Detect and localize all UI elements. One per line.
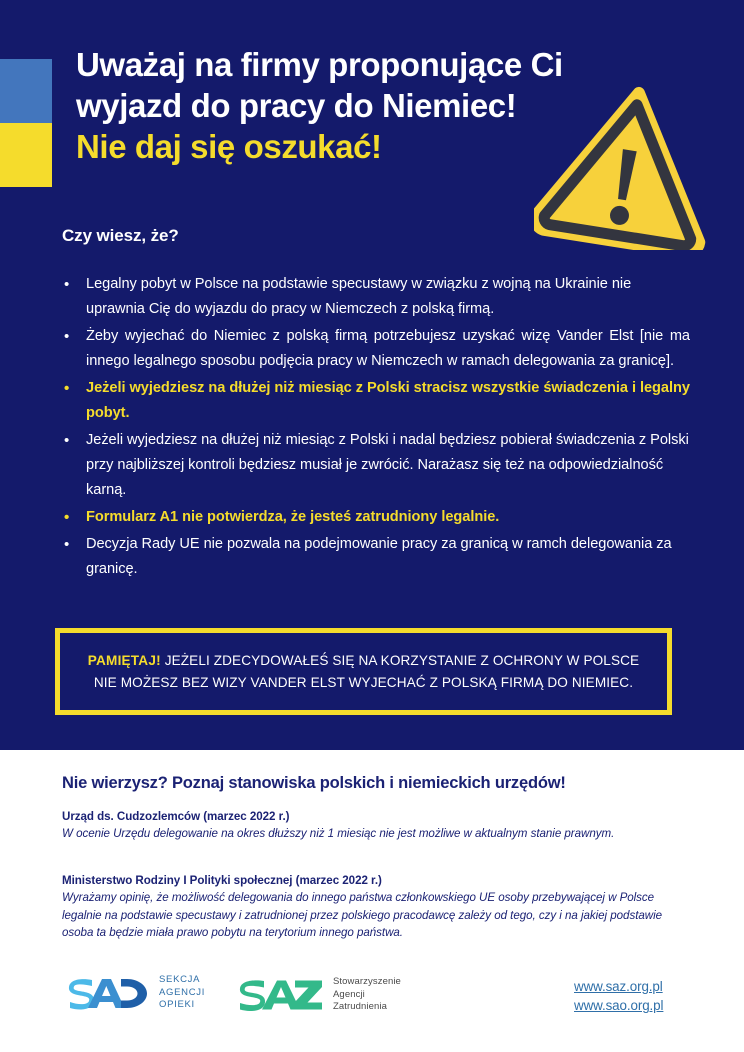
sao-logo (66, 974, 205, 1012)
list-item (58, 532, 690, 582)
link-saz-website[interactable]: www.saz.org.pl (574, 979, 663, 994)
bullet-dot-icon: • (64, 536, 70, 553)
bullet-dot-icon: • (64, 380, 70, 397)
remember-line-1 (88, 650, 639, 672)
facts-list (58, 272, 690, 584)
list-item (58, 428, 690, 503)
list-item-text: Decyzja Rady UE nie pozwala na podejmowanie pracy za granicą w ramch delegowania za granicę. (86, 536, 672, 577)
headline-line-2: wyjazd do pracy do Niemiec! (76, 87, 517, 124)
bullet-dot-icon: • (64, 276, 70, 293)
sao-logo-wordmark (159, 974, 205, 1012)
footer (0, 972, 744, 1044)
saz-word-2: Agencji (333, 988, 365, 1000)
headline-line-3: Nie daj się oszukać! (76, 128, 382, 165)
saz-word-3: Zatrudnienia (333, 1001, 388, 1012)
list-item-highlighted (58, 376, 690, 426)
list-item (58, 272, 690, 322)
sao-logo-mark (66, 976, 150, 1010)
list-item-text: Żeby wyjechać do Niemiec z polską firmą potrzebujesz uzyskać wizę Vander Elst [nie ma innego legalnego sposobu podjęcia pracy w Niemczech w ramach delegowania za granicę]. (86, 328, 690, 369)
saz-logo-mark (237, 979, 323, 1011)
list-item-text: Formularz A1 nie potwierdza, że jesteś zatrudniony legalnie. (86, 509, 500, 525)
sources-title: Nie wierzysz? Poznaj stanowiska polskich i niemieckich urzędów! (62, 774, 566, 792)
headline-line-1: Uważaj na firmy proponujące Ci (76, 46, 563, 83)
list-item-highlighted (58, 505, 690, 530)
saz-logo-wordmark (333, 976, 401, 1014)
list-item-text: Legalny pobyt w Polsce na podstawie specustawy w związku z wojną na Ukrainie nie uprawnia Cię do wyjazdu do pracy w Niemczech z polską firmą. (86, 276, 632, 317)
link-sao-website[interactable]: www.sao.org.pl (574, 998, 664, 1013)
list-item (58, 324, 690, 374)
ukraine-flag-accent (0, 59, 52, 187)
saz-logo (237, 976, 401, 1014)
sources-section (0, 750, 744, 1052)
source-block-ministerstwo (62, 872, 686, 942)
remember-line-2: NIE MOŻESZ BEZ WIZY VANDER ELST WYJECHAĆ Z POLSKĄ FIRMĄ DO NIEMIEC. (93, 674, 634, 690)
source-block-urzad (62, 808, 686, 843)
list-item-text: Jeżeli wyjedziesz na dłużej niż miesiąc z Polski stracisz wszystkie świadczenia i legalny pobyt. (86, 380, 690, 421)
source-body: Wyrażamy opinię, że możliwość delegowania do innego państwa członkowskiego UE osoby przebywającej w Polsce legalnie na podstawie specustawy i zatrudnionej przez polskiego pracodawcę zależy od tego, czy i na jakiej podstawie osoba ta będzie miała prawo pobytu na terytorium innego państwa. (62, 891, 663, 939)
remember-line-1-rest: JEŻELI ZDECYDOWAŁEŚ SIĘ NA KORZYSTANIE Z OCHRONY W POLSCE (160, 652, 640, 668)
list-item-text: Jeżeli wyjedziesz na dłużej niż miesiąc z Polski i nadal będziesz pobierał świadczenia z Polski przy najbliższej kontroli będziesz musiał je zwrócić. Narażasz się też na odpowiedzialność karną. (86, 432, 689, 498)
flag-blue-band (0, 59, 52, 123)
warning-triangle-icon (534, 78, 720, 250)
flag-yellow-band (0, 123, 52, 187)
remember-callout-box (55, 628, 672, 715)
source-title: Ministerstwo Rodziny I Polityki społecznej (marzec 2022 r.) (62, 874, 382, 887)
source-body: W ocenie Urzędu delegowanie na okres dłuższy niż 1 miesiąc nie jest możliwe w aktualnym stanie prawnym. (62, 827, 615, 840)
bullet-dot-icon: • (64, 509, 70, 526)
sao-word-2: AGENCJI (159, 986, 206, 998)
sao-word-1: SEKCJA (159, 974, 201, 985)
footer-links (574, 977, 663, 1015)
saz-word-1: Stowarzyszenie (333, 976, 401, 987)
section-subheading: Czy wiesz, że? (62, 226, 179, 245)
bullet-dot-icon: • (64, 432, 70, 449)
remember-label: PAMIĘTAJ! (87, 652, 161, 668)
source-title: Urząd ds. Cudzozlemców (marzec 2022 r.) (62, 810, 290, 823)
sao-word-3: OPIEKI (159, 999, 195, 1010)
bullet-dot-icon: • (64, 328, 70, 345)
